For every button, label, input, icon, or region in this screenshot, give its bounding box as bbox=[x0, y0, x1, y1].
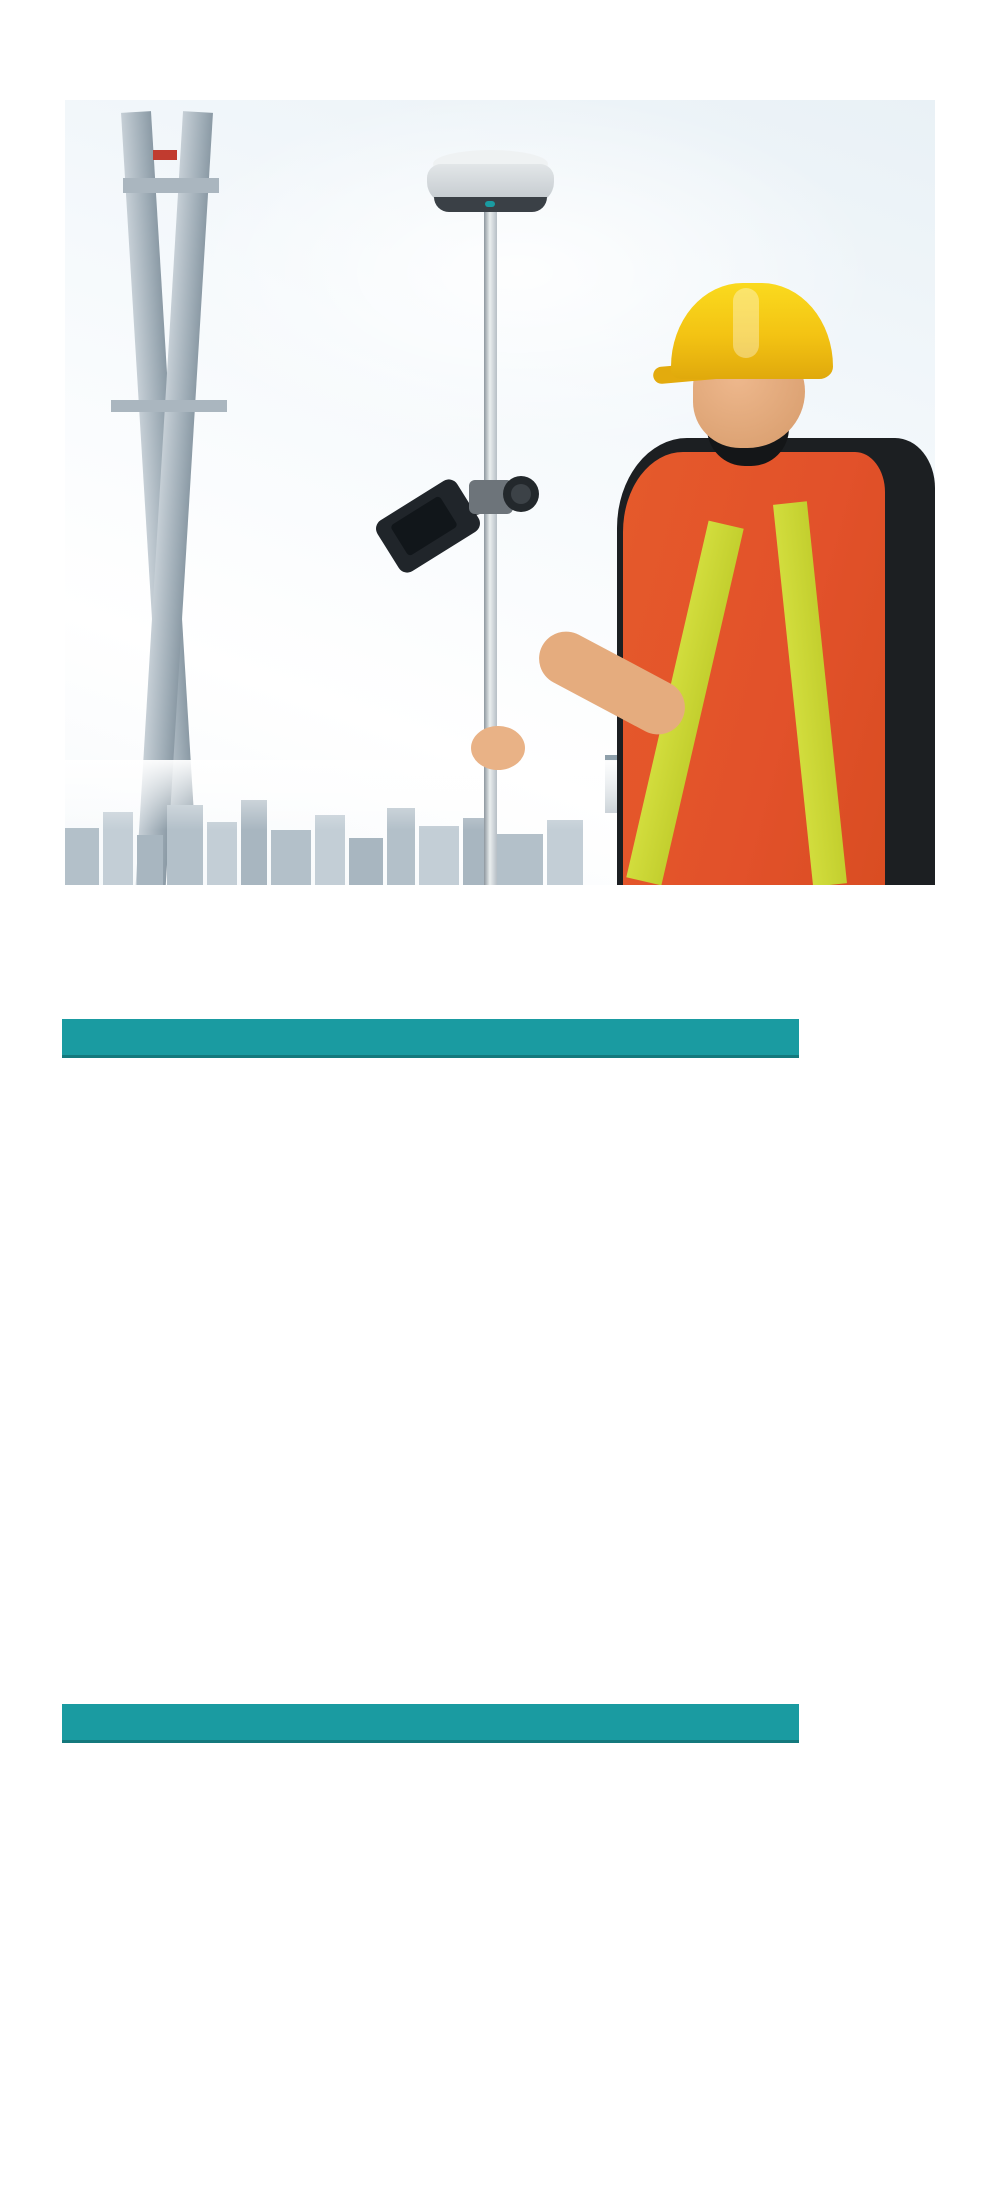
bridge-pylon-crossbar-mid bbox=[111, 400, 227, 412]
gnss-receiver-led bbox=[485, 201, 495, 207]
bridge-pylon-beacon bbox=[153, 150, 177, 160]
hard-hat-highlight bbox=[733, 288, 759, 358]
ihand-section-bar bbox=[62, 1704, 799, 1743]
brand-logo bbox=[62, 26, 70, 29]
skyline-building bbox=[349, 838, 383, 885]
hero-photo bbox=[65, 100, 935, 885]
bridge-pylon-crossbar-top bbox=[123, 178, 219, 193]
survey-pole bbox=[484, 158, 497, 885]
surveyor-hand bbox=[471, 726, 525, 770]
skyline-building bbox=[497, 834, 543, 885]
skyline-building bbox=[271, 830, 311, 885]
skyline-building bbox=[65, 828, 99, 885]
skyline-building bbox=[207, 822, 237, 885]
skyline-building bbox=[137, 835, 163, 885]
skyline-building bbox=[419, 826, 459, 885]
a10-section-bar bbox=[62, 1019, 799, 1058]
pole-clamp-knob-center bbox=[511, 484, 531, 504]
